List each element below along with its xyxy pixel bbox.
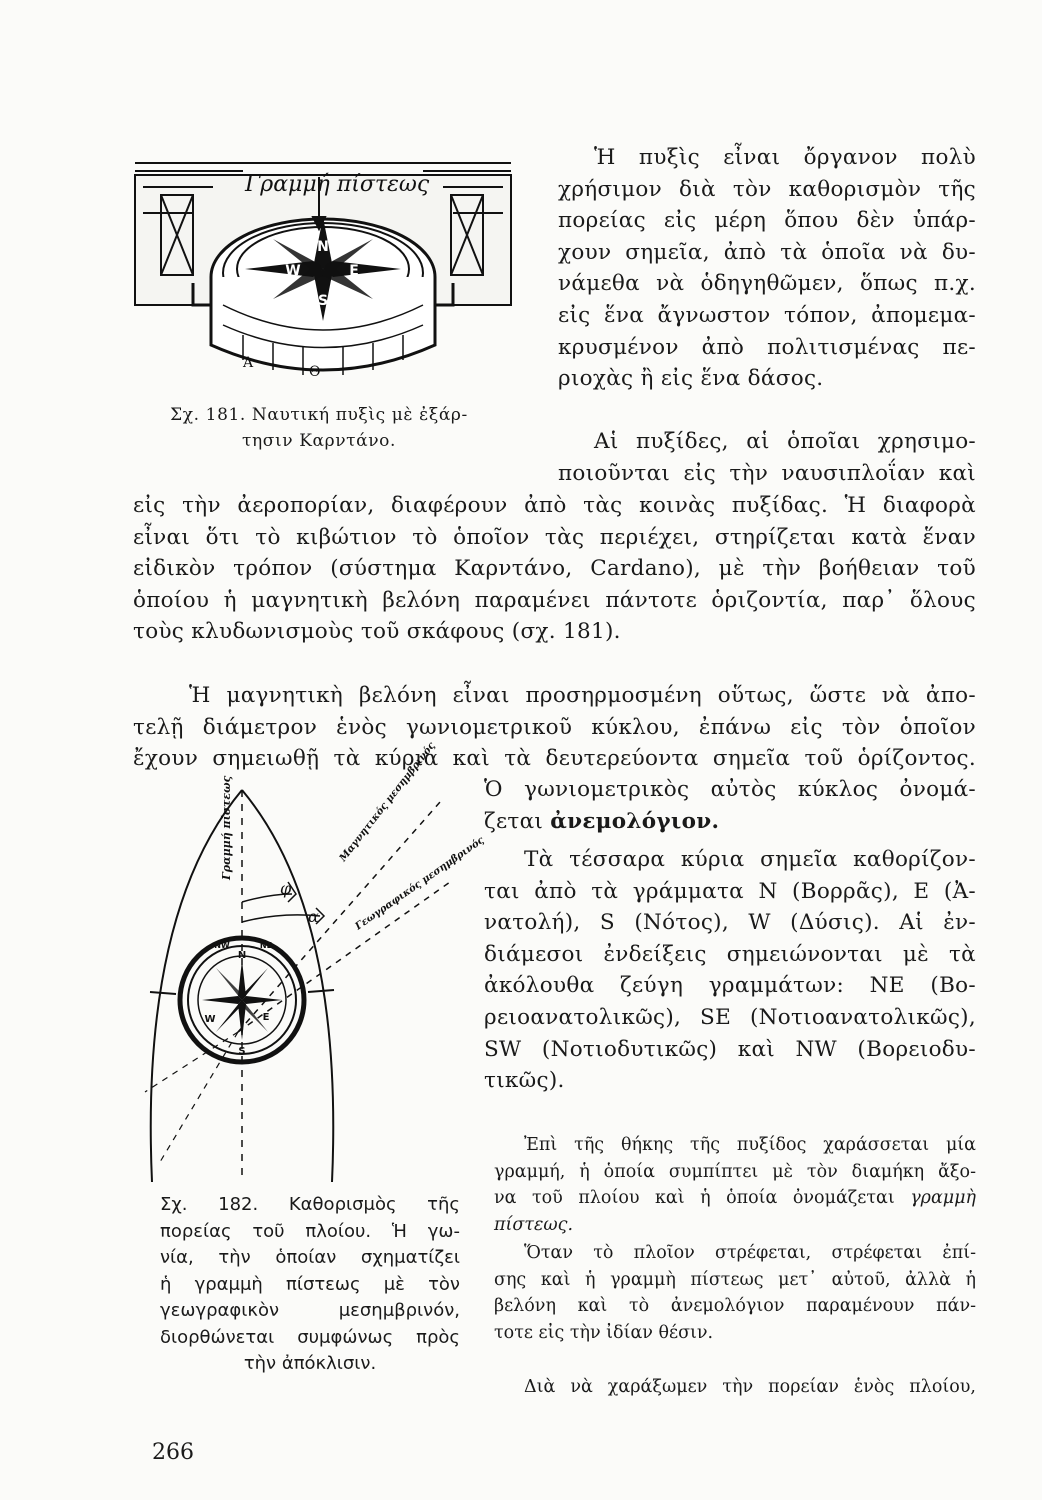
- text-line: χουν σημεῖα, ἀπὸ τὰ ὁποῖα νὰ δυ-: [558, 239, 976, 265]
- west-label: W: [204, 1014, 216, 1025]
- text-line: Ἡ πυξὶς εἶναι ὄργανον πολὺ: [594, 145, 976, 170]
- text-line: τοὺς κλυδωνισμοὺς τοῦ σκάφους (σχ. 181).: [133, 619, 621, 645]
- text-line: [494, 1185, 976, 1212]
- northwest-label: NW: [214, 941, 230, 950]
- east-label: E: [262, 1012, 270, 1023]
- text-line: [484, 806, 976, 838]
- geographic-meridian-label: Γεωγραφικός μεσημβρινός: [353, 834, 487, 933]
- magnetic-meridian-label: Μαγνητικός μεσημβρινός: [337, 740, 438, 864]
- text-line: ριοχὰς ἢ εἰς ἕνα δάσος.: [558, 366, 824, 392]
- text-line: Διὰ νὰ χαράξωμεν τὴν πορείαν ἑνὸς πλοίου,: [524, 1377, 976, 1397]
- caption-line: Σχ. 182. Καθορισμὸς τῆς: [160, 1194, 460, 1215]
- text-line: ἔχουν σημειωθῇ τὰ κύρια καὶ τὰ δευτερεύοντα σημεῖα τοῦ ὁρίζοντος.: [133, 746, 976, 772]
- text-line: Αἱ πυξίδες, αἱ ὁποῖαι χρησιμο-: [594, 429, 976, 454]
- caption-line: πορείας τοῦ πλοίου. Ἡ γω-: [160, 1220, 460, 1242]
- text-line: εἰδικὸν τρόπον (σύστημα Καρντάνο, Cardano), μὲ τὴν βοήθειαν τοῦ: [133, 556, 976, 582]
- text-fragment: να τοῦ πλοίου καὶ ἡ ὁποία ὀνομάζεται: [494, 1188, 911, 1209]
- small-paragraph-faith-line: [494, 1132, 976, 1238]
- italic-term: γραμμὴ: [910, 1188, 976, 1209]
- text-line: ἀκόλουθα ζεύγη γραμμάτων: NE (Βο-: [484, 973, 976, 999]
- paragraph-cardinal-points: [484, 844, 976, 1097]
- text-fragment: ζεται: [484, 808, 551, 834]
- text-line: εἰς ἕνα ἄγνωστον τόπον, ἀπομεμα-: [558, 302, 976, 328]
- caption-line: νία, τὴν ὁποίαν σχηματίζει: [160, 1247, 460, 1268]
- small-paragraph-ship-turns: [494, 1240, 976, 1346]
- page-number: 266: [152, 1440, 194, 1465]
- text-line: Ὁ γωνιομετρικὸς αὐτὸς κύκλος ὀνομά-: [484, 777, 976, 802]
- text-line: τοτε εἰς τὴν ἰδίαν θέσιν.: [494, 1322, 714, 1343]
- term-anemologion: ἀνεμολόγιον.: [550, 808, 720, 834]
- small-paragraph-plotting-course: [494, 1374, 976, 1401]
- text-line: ται ἀπὸ τὰ γράμματα N (Βορρᾶς), E (Ἀ-: [484, 878, 976, 904]
- text-line: βελόνη καὶ τὸ ἀνεμολόγιον παραμένουν πάν-: [494, 1296, 976, 1317]
- figure-182-caption: [160, 1192, 460, 1378]
- svg-text:E: E: [349, 263, 359, 279]
- svg-text:A: A: [243, 355, 254, 371]
- caption-line: τησιν Καρντάνο.: [242, 431, 396, 451]
- text-line: [494, 1212, 976, 1239]
- faith-line-label: Γραμμή πίστεως: [220, 775, 233, 880]
- figure-181-caption: [133, 402, 505, 454]
- text-line: τελῇ διάμετρον ἑνὸς γωνιομετρικοῦ κύκλου, ἐπάνω εἰς τὸν ὁποῖον: [133, 714, 976, 740]
- text-line: σης καὶ ἡ γραμμὴ πίστεως μετ᾽ αὐτοῦ, ἀλλὰ ἡ: [494, 1269, 976, 1290]
- svg-text:S: S: [317, 293, 329, 309]
- text-line: SW (Νοτιοδυτικῶς) καὶ NW (Βορειοδυ-: [484, 1036, 976, 1062]
- text-line: νάμεθα νὰ ὁδηγηθῶμεν, ὅπως π.χ.: [558, 271, 976, 297]
- paragraph-navigation-compasses-cont: [133, 490, 976, 648]
- figure-181-compass-illustration: [133, 155, 513, 393]
- text-line: ρειοανατολικῶς), SE (Νοτιοανατολικῶς),: [484, 1004, 976, 1030]
- phi-angle-label: φ: [280, 879, 292, 898]
- paragraph-compass-intro: [558, 142, 976, 395]
- text-line: χρήσιμον διὰ τὸν καθορισμὸν τῆς: [558, 176, 976, 202]
- text-line: γραμμή, ἡ ὁποία συμπίπτει μὲ τὸν διαμήκη ἄξο-: [494, 1161, 976, 1182]
- text-line: τικῶς).: [484, 1068, 565, 1094]
- svg-text:W: W: [285, 263, 301, 279]
- alpha-angle-label: α: [308, 907, 319, 926]
- caption-line: τὴν ἀπόκλισιν.: [243, 1353, 377, 1374]
- paragraph-magnetic-needle: [133, 680, 976, 775]
- text-line: Τὰ τέσσαρα κύρια σημεῖα καθορίζον-: [524, 847, 976, 872]
- text-line: εἶναι ὅτι τὸ κιβώτιον τὸ ὁποῖον τὰς περιέχει, στηρίζεται κατὰ ἕναν: [133, 524, 976, 550]
- figure-182-ship-course-diagram: [130, 740, 487, 1182]
- paragraph-navigation-compasses: [558, 426, 976, 489]
- northeast-label: NE: [259, 941, 273, 950]
- text-line: ποιοῦνται εἰς τὴν ναυσιπλοΐαν καὶ: [558, 460, 976, 486]
- text-line: πορείας εἰς μέρη ὅπου δὲν ὑπάρ-: [558, 208, 976, 234]
- caption-line: ἡ γραμμὴ πίστεως μὲ τὸν: [160, 1273, 460, 1295]
- text-line: εἰς τὴν ἀεροπορίαν, διαφέρουν ἀπὸ τὰς κοινὰς πυξίδας. Ἡ διαφορὰ: [133, 493, 976, 518]
- text-line: διάμεσοι ἐνδείξεις σημειώνονται μὲ τὰ: [484, 941, 976, 967]
- faith-line-label: Γραμμή πίστεως: [245, 172, 430, 197]
- text-line: ὁποίου ἡ μαγνητικὴ βελόνη παραμένει πάντοτε ὁριζοντία, παρ᾽ ὅλους: [133, 587, 976, 613]
- svg-text:Θ: Θ: [309, 364, 321, 380]
- south-label: S: [238, 1046, 246, 1057]
- caption-line: Σχ. 181. Ναυτική πυξὶς μὲ ἐξάρ-: [170, 405, 468, 425]
- north-label: N: [237, 950, 247, 961]
- text-line: Ἡ μαγνητικὴ βελόνη εἶναι προσηρμοσμένη οὕτως, ὥστε νὰ ἀπο-: [189, 683, 976, 708]
- text-line: Ἐπὶ τῆς θήκης τῆς πυξίδος χαράσσεται μία: [524, 1135, 976, 1155]
- svg-text:N: N: [317, 239, 329, 255]
- caption-line: διορθώνεται συμφώνως πρὸς: [160, 1326, 460, 1348]
- text-line: κρυσμένον ἀπὸ πολιτισμένας πε-: [558, 334, 976, 360]
- text-line: Ὅταν τὸ πλοῖον στρέφεται, στρέφεται ἐπί-: [524, 1243, 976, 1263]
- italic-term: πίστεως.: [494, 1214, 574, 1235]
- caption-line: γεωγραφικὸν μεσημβρινόν,: [160, 1300, 460, 1321]
- paragraph-wind-rose: [484, 774, 976, 837]
- text-line: νατολή), S (Νότος), W (Δύσις). Αἱ ἐν-: [484, 910, 976, 936]
